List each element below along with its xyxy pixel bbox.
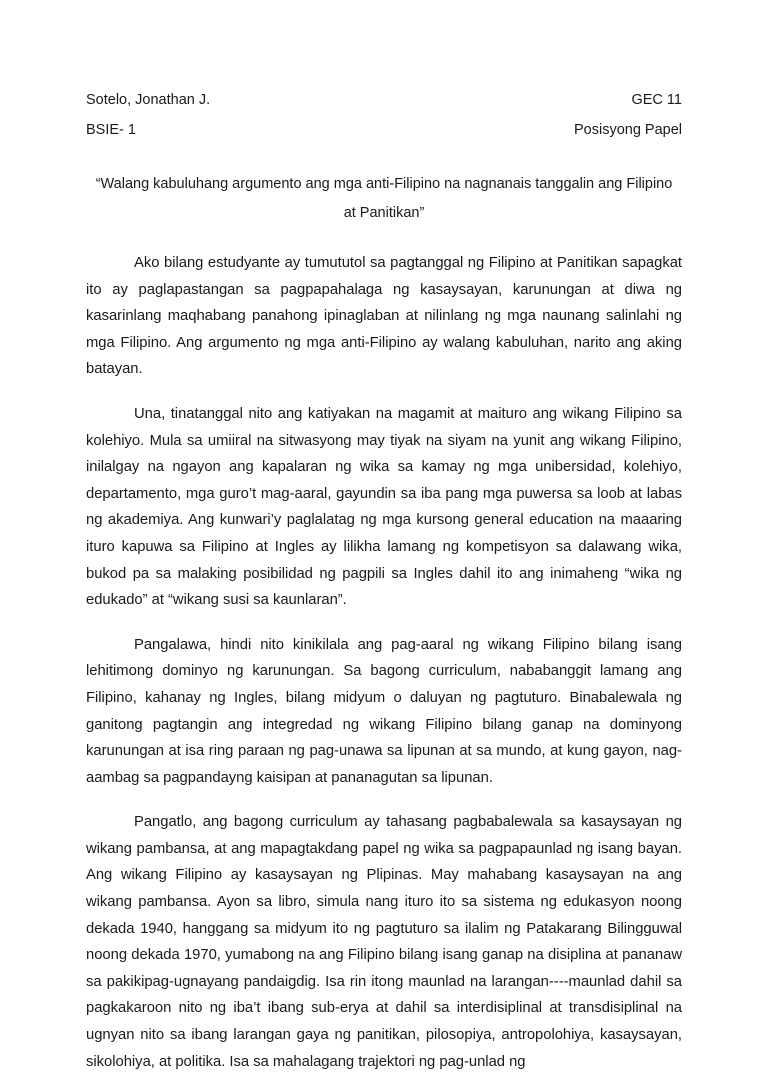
paragraph: Ako bilang estudyante ay tumututol sa pagtanggal ng Filipino at Panitikan sapagkat ito ay paglapastangan sa pagpapahalaga ng kasaysayan, karunungan at diwa ng kasarinlang maqhabang panahong ipinaglaban at nilinlang ng mga naunang salinlahi ng mga Filipino. Ang argumento ng mga anti-Filipino ay walang kabuluhan, narito ang aking batayan. (86, 255, 682, 378)
header-row-2 (86, 115, 682, 145)
course-code: GEC 11 (631, 92, 682, 108)
paragraph: Pangatlo, ang bagong curriculum ay tahasang pagbabalewala sa kasaysayan ng wikang pambansa, at ang mapagtakdang papel ng wika sa pagpapaunlad ng isang bayan. Ang wikang Filipino ay kasaysayan ng Plipinas. May mahabang kasaysayan na ang wikang pambansa. Ayon sa libro, simula nang ituro ito sa sistema ng edukasyon noong dekada 1940, hanggang sa midyum ito ng pagtuturo sa ilalim ng Patakarang Bilingguwal noong dekada 1970, yumabong na ang Filipino bilang isang ganap na disiplina at pananaw sa pakikipag-ugnayang pandaigdig. Isa rin itong maunlad na larangan----maunlad dahil sa pagkakaroon nito ng iba’t ibang sub-erya at dahil sa interdisiplinal at transdisiplinal na ugnyan nito sa ibang larangan gaya ng panitikan, pilosopiya, antropolohiya, kasaysayan, sikolohiya, at politika. Isa sa mahalagang trajektori ng pag-unlad ng (86, 814, 682, 1070)
paper-title: “Walang kabuluhang argumento ang mga anti-Filipino na nagnanais tanggalin ang Filipino at Panitikan” (95, 176, 673, 221)
header-row-1 (86, 85, 682, 115)
paragraph: Pangalawa, hindi nito kinikilala ang pag-aaral ng wikang Filipino bilang isang lehitimong dominyo ng karunungan. Sa bagong curriculum, nababanggit lamang ang Filipino, kahanay ng Ingles, bilang midyum o daluyan ng pagtuturo. Binabalewala ng ganitong pagtangin ang integredad ng wikang Filipino bilang ganap na dominyong karunungan at isa ring paraan ng pag-unawa sa lipunan at sa mundo, at kung gayon, nag-aambag sa pagpandayng kaisipan at pananagutan sa lipunan. (86, 636, 682, 786)
paragraph: Una, tinatanggal nito ang katiyakan na magamit at maituro ang wikang Filipino sa kolehiyo. Mula sa umiiral na sitwasyong may tiyak na siyam na yunit ang wikang Filipino, inilalgay na ngayon ang kapalaran ng wika sa kamay ng mga unibersidad, kolehiyo, departamento, mga guro’t mag-aaral, gayundin sa iba pang mga puwersa sa loob at labas ng akademiya. Ang kunwari’y paglalatag ng mga kursong general education na maaaring ituro kapuwa sa Filipino at Ingles ay lilikha lamang ng kompetisyon sa dalawang wika, bukod pa sa malaking posibilidad ng pagpili sa Ingles dahil ito ang inimaheng “wika ng edukado” at “wikang susi sa kaunlaran”. (86, 405, 682, 609)
author-name: Sotelo, Jonathan J. (86, 92, 211, 108)
document-body (86, 250, 682, 1075)
program-section: BSIE- 1 (86, 122, 136, 138)
document-type: Posisyong Papel (573, 122, 682, 138)
